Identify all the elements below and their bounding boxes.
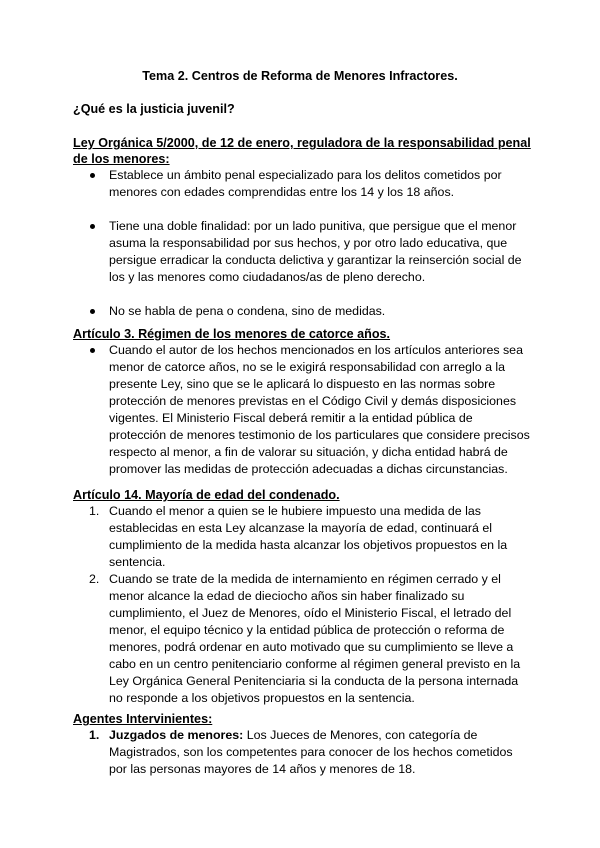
list-item [73,218,533,286]
section-heading: Ley Orgánica 5/2000, de 12 de enero, reguladora de la responsabilidad penal de los menores: [73,136,531,166]
bullet-list [73,167,533,320]
list-item-number: 1. [89,728,100,742]
section-articulo-14 [73,487,533,707]
section-ley-organica [73,135,533,320]
document-title: Tema 2. Centros de Reforma de Menores Infractores. [142,69,458,83]
list-item-text: Los Jueces de Menores, con categoría de Magistrados, son los competentes para conocer de los hechos cometidos por las personas mayores de 14 años y menores de 18. [109,728,513,776]
bullet-icon [90,173,95,178]
list-item [73,342,533,478]
section-articulo-3 [73,326,533,478]
bullet-list [73,342,533,478]
list-item [73,167,533,201]
list-item [73,571,533,707]
list-item [73,303,533,320]
list-item [73,727,533,778]
numbered-list [73,727,533,778]
question-heading: ¿Qué es la justicia juvenil? [73,102,235,116]
list-item-text: Tiene una doble finalidad: por un lado punitiva, que persigue que el menor asuma la responsabilidad por sus hechos, y por otro lado educativa, que persigue erradicar la conducta delictiva y garantizar la reinserción social de los y las menores como ciudadanos/as de pleno derecho. [109,219,522,284]
list-item-text: Cuando el menor a quien se le hubiere impuesto una medida de las establecidas en esta Ley alcanzase la mayoría de edad, continuará el cumplimiento de la medida hasta alcanzar los objetivos propuestos en la sentencia. [109,504,508,569]
bullet-icon [90,224,95,229]
list-item-lead: Juzgados de menores: [109,728,244,742]
section-heading: Artículo 3. Régimen de los menores de catorce años. [73,327,391,341]
list-item-number: 1. [89,504,100,518]
list-item-text: Establece un ámbito penal especializado para los delitos cometidos por menores con edades comprendidas entre los 14 y los 18 años. [109,168,502,199]
bullet-icon [90,348,95,353]
section-agentes-intervinientes [73,711,533,778]
section-heading: Agentes Intervinientes: [73,712,213,726]
list-item-number: 2. [89,572,100,586]
list-item [73,503,533,571]
list-item-text: Cuando el autor de los hechos mencionados en los artículos anteriores sea menor de catorce años, no se le exigirá responsabilidad con arreglo a la presente Ley, sino que se le aplicará lo dispuesto en las normas sobre protección de menores previstas en el Código Civil y demás disposiciones vigentes. El Ministerio Fiscal deberá remitir a la entidad pública de protección de menores testimonio de los particulares que considere precisos respecto al menor, a fin de valorar su situación, y dicha entidad habrá de promover las medidas de protección adecuadas a dichas circunstancias. [109,343,530,476]
numbered-list [73,503,533,707]
bullet-icon [90,309,95,314]
list-item-text: Cuando se trate de la medida de internamiento en régimen cerrado y el menor alcance la edad de dieciocho años sin haber finalizado su cumplimiento, el Juez de Menores, oído el Ministerio Fiscal, el letrado del menor, el equipo técnico y la entidad pública de protección o reforma de menores, podrá ordenar en auto motivado que su cumplimiento se lleve a cabo en un centro penitenciario conforme al régimen general previsto en la Ley Orgánica General Penitenciaria si la conducta de la persona internada no responde a los objetivos propuestos en la sentencia. [109,572,521,705]
list-item-text: No se habla de pena o condena, sino de medidas. [109,304,386,318]
section-heading: Artículo 14. Mayoría de edad del condenado. [73,488,340,502]
